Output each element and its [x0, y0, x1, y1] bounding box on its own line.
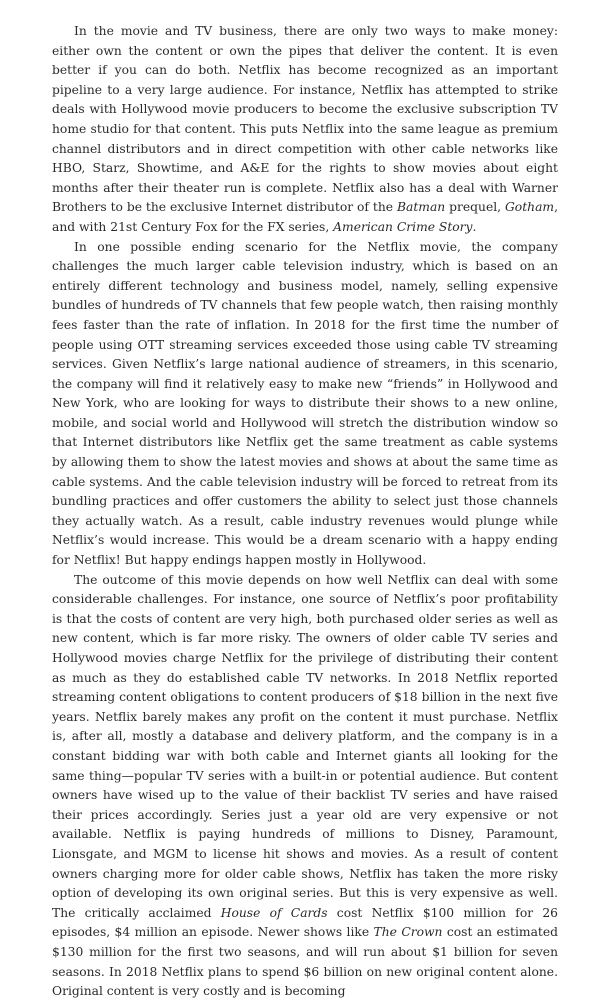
italic-title: The Crown [373, 925, 443, 940]
text-run: , and with 21st Century Fox for the FX series, [52, 200, 558, 234]
text-run: In the movie and TV business, there are only two ways to make money: either own the content or own the pipes that deliver the content. It is even better if you can do both. Netflix has become recognized as an important pipeline to a very large audience. For instance, Netflix has attempted to strike deals with Hollywood movie producers to become the exclusive subscription TV home studio for that content. This puts Netflix into the same league as premium channel distributors and in direct competition with other cable networks like HBO, Starz, Showtime, and A&E for the rights to show movies about eight months after their theater run is complete. Netflix also has a deal with Warner Brothers to be the exclusive Internet distributor of the [52, 24, 558, 215]
paragraph [52, 571, 558, 1002]
text-run: . [472, 219, 477, 234]
italic-title: Batman [396, 200, 446, 215]
italic-title: American Crime Story [333, 219, 473, 234]
paragraph [52, 22, 558, 238]
italic-title: House of Cards [220, 905, 328, 920]
text-run: cost an estimated $130 million for the first two seasons, and will run about $1 billion for seven seasons. In 2018 Netflix plans to spend $6 billion on new original content alone. Original content is very costly and is becoming [52, 925, 558, 999]
italic-title: Gotham [504, 200, 555, 215]
text-run: cost Netflix $100 million for 26 episodes, $4 million an episode. Newer shows like [52, 905, 558, 940]
paragraph [52, 238, 558, 571]
text-run: prequel, [445, 200, 505, 215]
text-run: The outcome of this movie depends on how well Netflix can deal with some considerable challenges. For instance, one source of Netflix’s poor profitability is that the costs of content are very high, both purchased older series as well as new content, which is far more risky. The owners of older cable TV series and Hollywood movies charge Netflix for the privilege of distributing their content as much as they do established cable TV networks. In 2018 Netflix reported streaming content obligations to content producers of $18 billion in the next five years. Netflix barely makes any profit on the content it must purchase. Netflix is, after all, mostly a database and delivery platform, and the company is in a constant bidding war with both cable and Internet giants all looking for the same thing—popular TV series with a built-in or potential audience. But content owners have wised up to the value of their backlist TV series and have raised their prices accordingly. Series just a year old are very expensive or not available. Netflix is paying hundreds of millions to Disney, Paramount, Lionsgate, and MGM to license hit shows and movies. As a result of content owners charging more for older cable shows, Netflix has taken the more risky option of developing its own original series. But this is very expensive as well. The critically acclaimed [52, 572, 558, 920]
text-run: In one possible ending scenario for the Netflix movie, the company challenges the much larger cable television industry, which is based on an entirely different technology and business model, namely, selling expensive bundles of hundreds of TV channels that few people watch, then raising monthly fees faster than the rate of inflation. In 2018 for the first time the number of people using OTT streaming services exceeded those using cable TV streaming services. Given Netflix’s large national audience of streamers, in this scenario, the company will find it relatively easy to make new “friends” in Hollywood and New York, who are looking for ways to distribute their shows to a new online, mobile, and social world and Hollywood will stretch the distribution window so that Internet distributors like Netflix get the same treatment as cable systems by allowing them to show the latest movies and shows at about the same time as cable systems. And the cable television industry will be forced to retreat from its bundling practices and offer customers the ability to select just those channels they actually watch. As a result, cable industry revenues would plunge while Netflix’s would increase. This would be a dream scenario with a happy ending for Netflix! But happy endings happen mostly in Hollywood. [52, 239, 558, 568]
document-page [52, 22, 558, 1002]
